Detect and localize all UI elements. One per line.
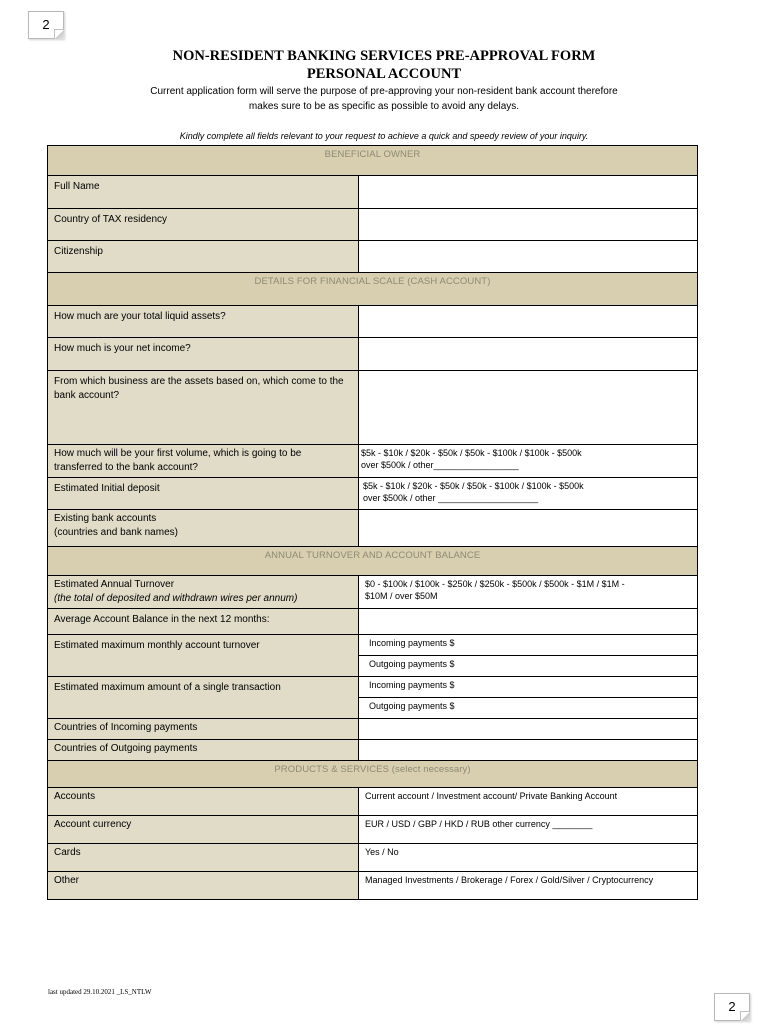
label-liquid-assets: How much are your total liquid assets?: [48, 306, 359, 338]
label-first-volume-line-2: transferred to the bank account?: [54, 462, 198, 473]
label-citizenship: Citizenship: [48, 241, 359, 273]
label-first-volume: [48, 445, 359, 478]
label-countries-incoming: Countries of Incoming payments: [48, 719, 359, 740]
label-asset-business-line-2: bank account?: [54, 390, 120, 401]
field-existing-accounts[interactable]: [359, 510, 698, 547]
label-asset-business-line-1: From which business are the assets based on, which come to the: [54, 376, 344, 387]
label-annual-turnover-line-2: (the total of deposited and withdrawn wires per annum): [54, 593, 298, 604]
label-annual-turnover: [48, 576, 359, 609]
label-monthly-turnover: Estimated maximum monthly account turnover: [48, 635, 359, 677]
label-countries-outgoing: Countries of Outgoing payments: [48, 740, 359, 761]
section-heading-turnover: ANNUAL TURNOVER AND ACCOUNT BALANCE: [48, 547, 698, 576]
section-heading-products: PRODUCTS & SERVICES (select necessary): [48, 761, 698, 788]
label-initial-deposit: Estimated Initial deposit: [48, 478, 359, 510]
annual-turnover-options-line-1: $0 - $100k / $100k - $250k / $250k - $500k / $500k - $1M / $1M -: [365, 579, 625, 589]
label-existing-accounts-line-1: Existing bank accounts: [54, 513, 157, 524]
label-full-name: Full Name: [48, 176, 359, 209]
field-citizenship[interactable]: [359, 241, 698, 273]
field-monthly-outgoing[interactable]: Outgoing payments $: [359, 656, 698, 677]
initial-deposit-options-line-2: over $500k / other ____________________: [363, 493, 539, 503]
label-avg-balance: Average Account Balance in the next 12 months:: [48, 609, 359, 635]
label-accounts: Accounts: [48, 788, 359, 816]
form-subtitle: PERSONAL ACCOUNT: [306, 66, 462, 82]
label-first-volume-line-1: How much will be your first volume, which is going to be: [54, 448, 302, 459]
field-liquid-assets[interactable]: [359, 306, 698, 338]
field-full-name[interactable]: [359, 176, 698, 209]
field-other-options[interactable]: Managed Investments / Brokerage / Forex / Gold/Silver / Cryptocurrency: [359, 872, 698, 900]
page-number-bottom: 2: [728, 999, 736, 1014]
section-heading-financial-scale: DETAILS FOR FINANCIAL SCALE (CASH ACCOUNT): [48, 273, 698, 306]
form-title: NON-RESIDENT BANKING SERVICES PRE-APPROVAL FORM: [172, 48, 596, 64]
label-other: Other: [48, 872, 359, 900]
field-initial-deposit-options[interactable]: [359, 478, 698, 510]
field-net-income[interactable]: [359, 338, 698, 371]
label-existing-accounts: [48, 510, 359, 547]
field-annual-turnover-options[interactable]: [359, 576, 698, 609]
field-tax-residency[interactable]: [359, 209, 698, 241]
application-form-table: [47, 145, 698, 900]
page-number-badge: [28, 11, 64, 39]
field-accounts-options[interactable]: Current account / Investment account/ Private Banking Account: [359, 788, 698, 816]
intro-line-1: Current application form will serve the purpose of pre-approving your non-resident bank account therefore: [150, 86, 618, 97]
label-net-income: How much is your net income?: [48, 338, 359, 371]
first-volume-options-line-2: over $500k / other_________________: [361, 460, 519, 470]
field-first-volume-options[interactable]: [359, 445, 698, 478]
label-tax-residency: Country of TAX residency: [48, 209, 359, 241]
intro-line-2: makes sure to be as specific as possible to avoid any delays.: [248, 101, 520, 112]
label-existing-accounts-line-2: (countries and bank names): [54, 527, 178, 538]
label-asset-business: [48, 371, 359, 445]
field-cards-options[interactable]: Yes / No: [359, 844, 698, 872]
field-single-outgoing[interactable]: Outgoing payments $: [359, 698, 698, 719]
page-number-badge-bottom: [714, 993, 750, 1021]
section-heading-beneficial-owner: BENEFICIAL OWNER: [48, 146, 698, 176]
instruction-text: Kindly complete all fields relevant to your request to achieve a quick and speedy review of your inquiry.: [179, 131, 589, 141]
first-volume-options-line-1: $5k - $10k / $20k - $50k / $50k - $100k / $100k - $500k: [361, 448, 582, 458]
annual-turnover-options-line-2: $10M / over $50M: [365, 591, 438, 601]
field-countries-incoming[interactable]: [359, 719, 698, 740]
initial-deposit-options-line-1: $5k - $10k / $20k - $50k / $50k - $100k / $100k - $500k: [363, 481, 584, 491]
field-avg-balance[interactable]: [359, 609, 698, 635]
label-account-currency: Account currency: [48, 816, 359, 844]
footer-last-updated: last updated 29.10.2021 _LS_NTLW: [48, 988, 152, 996]
field-single-incoming[interactable]: Incoming payments $: [359, 677, 698, 698]
field-monthly-incoming[interactable]: Incoming payments $: [359, 635, 698, 656]
intro-text: [0, 84, 768, 114]
page-number: 2: [42, 17, 50, 32]
label-cards: Cards: [48, 844, 359, 872]
label-annual-turnover-line-1: Estimated Annual Turnover: [54, 579, 175, 590]
label-single-transaction: Estimated maximum amount of a single transaction: [48, 677, 359, 719]
field-currency-options[interactable]: EUR / USD / GBP / HKD / RUB other currency ________: [359, 816, 698, 844]
field-asset-business[interactable]: [359, 371, 698, 445]
field-countries-outgoing[interactable]: [359, 740, 698, 761]
